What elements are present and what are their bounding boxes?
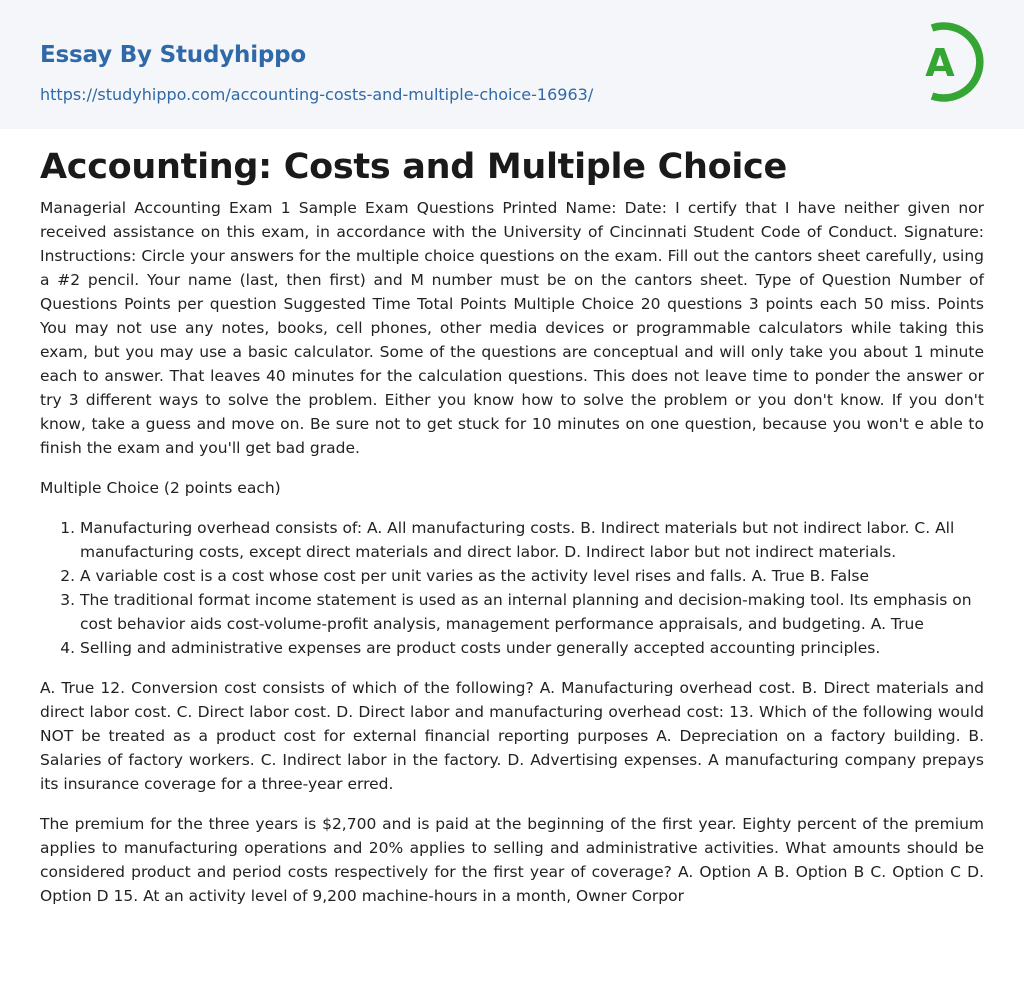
question-item: 2. A variable cost is a cost whose cost per unit varies as the activity level rises and falls. A. True B. False <box>80 564 984 588</box>
studyhippo-logo-icon[interactable] <box>908 18 988 106</box>
paragraph-premium: The premium for the three years is $2,700 and is paid at the beginning of the first year. Eighty percent of the premium applies to manufacturing operations and 20% applies to selling and administrative activities. What amounts should be considered product and period costs respectively for the first year of coverage? A. Option A B. Option B C. Option C D. Option D 15. At an activity level of 9,200 machine-hours in a month, Owner Corpor <box>40 815 984 905</box>
article-title: Accounting: Costs and Multiple Choice <box>40 147 787 187</box>
paragraph-conversion-cost: A. True 12. Conversion cost consists of which of the following? A. Manufacturing overhead cost. B. Direct materials and direct labor cost. C. Direct labor cost. D. Direct labor and manufacturing overhead cost: 13. Which of the following would NOT be treated as a product cost for external financial reporting purposes A. Depreciation on a factory building. B. Salaries of factory workers. C. Indirect labor in the factory. D. Advertising expenses. A manufacturing company prepays its insurance coverage for a three-year erred. <box>40 679 984 793</box>
multiple-choice-heading: Multiple Choice (2 points each) <box>40 479 281 497</box>
brand-title[interactable]: Essay By Studyhippo <box>40 42 307 68</box>
site-header <box>0 0 1024 129</box>
question-item: 1. Manufacturing overhead consists of: A. All manufacturing costs. B. Indirect materials but not indirect labor. C. All manufacturing costs, except direct materials and direct labor. D. Indirect labor but not indirect materials. <box>80 516 984 564</box>
question-item: 4. Selling and administrative expenses are product costs under generally accepted accounting principles. <box>80 636 984 660</box>
question-list <box>40 516 984 660</box>
article-body <box>0 129 1024 908</box>
logo-letter: A <box>925 41 955 85</box>
source-url-link[interactable]: https://studyhippo.com/accounting-costs-and-multiple-choice-16963/ <box>40 85 594 104</box>
intro-paragraph: Managerial Accounting Exam 1 Sample Exam Questions Printed Name: Date: I certify that I have neither given nor received assistance on this exam, in accordance with the University of Cincinnati Student Code of Conduct. Signature: Instructions: Circle your answers for the multiple choice questions on the exam. Fill out the cantors sheet carefully, using a #2 pencil. Your name (last, then first) and M number must be on the cantors sheet. Type of Question Number of Questions Points per question Suggested Time Total Points Multiple Choice 20 questions 3 points each 50 miss. Points You may not use any notes, books, cell phones, other media devices or programmable calculators while taking this exam, but you may use a basic calculator. Some of the questions are conceptual and will only take you about 1 minute each to answer. That leaves 40 minutes for the calculation questions. This does not leave time to ponder the answer or try 3 different ways to solve the problem. Either you know how to solve the problem or you don't know. If you don't know, take a guess and move on. Be sure not to get stuck for 10 minutes on one question, because you won't e able to finish the exam and you'll get bad grade. <box>40 199 984 457</box>
question-item: 3. The traditional format income statement is used as an internal planning and decision-making tool. Its emphasis on cost behavior aids cost-volume-profit analysis, management performance appraisals, and budgeting. A. True <box>80 588 984 636</box>
